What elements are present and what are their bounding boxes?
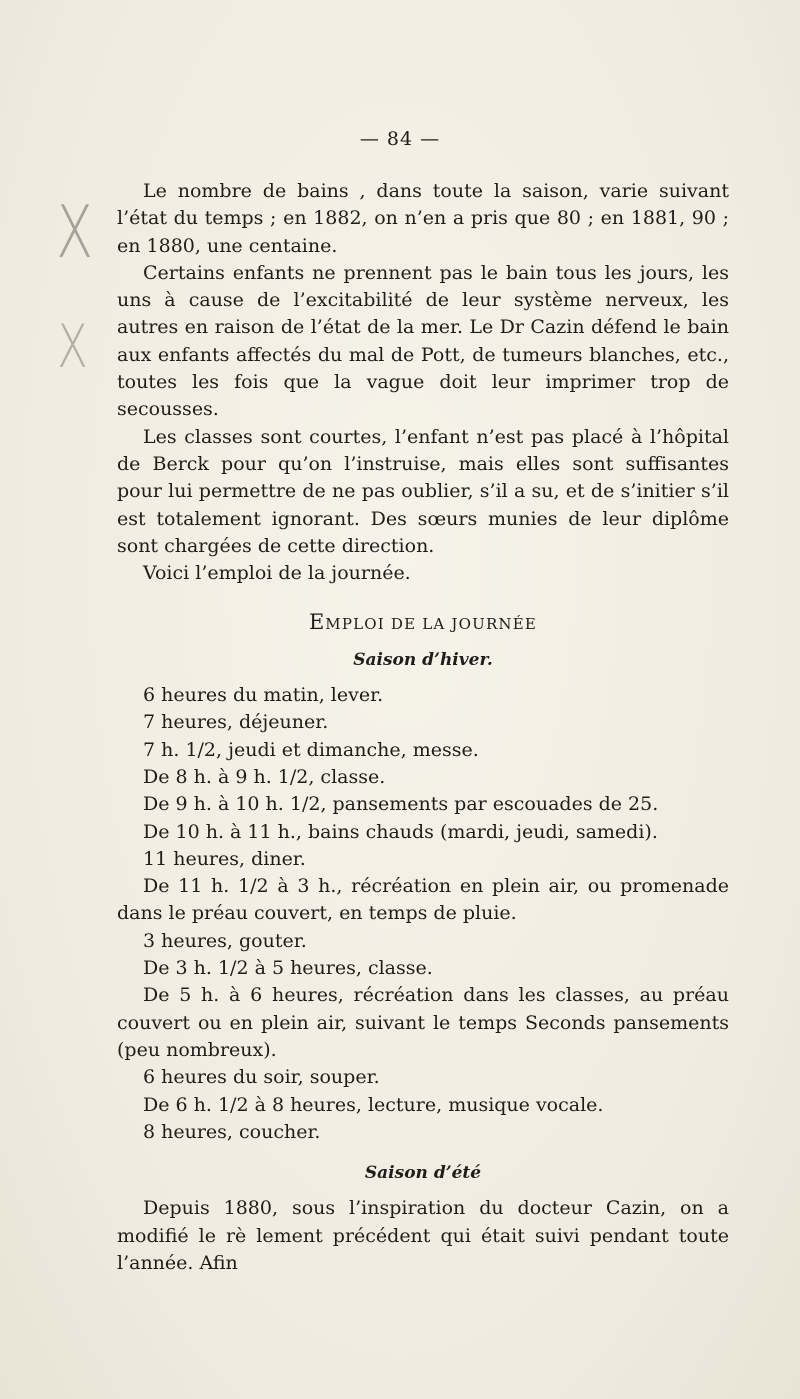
- margin-pencil-mark: X: [56, 190, 94, 274]
- schedule-item: De 6 h. 1/2 à 8 heures, lecture, musique vocale.: [143, 1093, 604, 1116]
- margin-pencil-mark: X: [57, 312, 88, 382]
- schedule-item: De 3 h. 1/2 à 5 heures, classe.: [143, 957, 433, 980]
- schedule-item: De 5 h. à 6 heures, récréation dans les classes, au préau couvert ou en plein air, suivant le temps Seconds pansements (peu nombreux).: [117, 984, 729, 1061]
- section-heading-rest: MPLOI DE LA JOURNÉE: [325, 615, 538, 634]
- body-text: [117, 178, 729, 1277]
- schedule-item: De 11 h. 1/2 à 3 h., récréation en plein air, ou promenade dans le préau couvert, en temps de pluie.: [117, 875, 729, 925]
- schedule-item: 8 heures, coucher.: [143, 1120, 321, 1143]
- schedule-item: De 8 h. à 9 h. 1/2, classe.: [143, 765, 386, 788]
- schedule-item: De 10 h. à 11 h., bains chauds (mardi, jeudi, samedi).: [143, 820, 658, 843]
- page-number: — 84 —: [359, 128, 441, 150]
- schedule-item: 6 heures du soir, souper.: [143, 1066, 380, 1089]
- paragraph: Voici l’emploi de la journée.: [143, 562, 411, 585]
- schedule-list: [117, 682, 729, 1146]
- subheading-summer: Saison d’été: [364, 1163, 482, 1184]
- schedule-item: 3 heures, gouter.: [143, 929, 307, 952]
- paragraph: Certains enfants ne prennent pas le bain tous les jours, les uns à cause de l’excitabilité de leur système nerveux, les autres en raison de l’état de la mer. Le Dr Cazin défend le bain aux enfants affectés du mal de Pott, de tumeurs blanches, etc., toutes les fois que la vague doit leur imprimer trop de secousses.: [117, 261, 729, 421]
- paragraph: Depuis 1880, sous l’inspiration du docteur Cazin, on a modifié le rè lement précédent qui était suivi pendant toute l’année. Afin: [117, 1197, 729, 1274]
- paragraph: Les classes sont courtes, l’enfant n’est pas placé à l’hôpital de Berck pour qu’on l’instruise, mais elles sont suffisantes pour lui permettre de ne pas oublier, s’il a su, et de s’initier s’il est totalement ignorant. Des sœurs munies de leur diplôme sont chargées de cette direction.: [117, 425, 729, 557]
- section-heading: [117, 609, 729, 638]
- paragraph: Le nombre de bains , dans toute la saison, varie suivant l’état du temps ; en 1882, on n’en a pris que 80 ; en 1881, 90 ; en 1880, une centaine.: [117, 180, 729, 257]
- schedule-item: 6 heures du matin, lever.: [143, 684, 384, 707]
- section-heading-initial: E: [308, 610, 326, 635]
- schedule-item: 7 heures, déjeuner.: [143, 711, 329, 734]
- schedule-item: 11 heures, diner.: [143, 847, 306, 870]
- subheading-winter: Saison d’hiver.: [353, 649, 493, 670]
- schedule-item: 7 h. 1/2, jeudi et dimanche, messe.: [143, 738, 479, 761]
- schedule-item: De 9 h. à 10 h. 1/2, pansements par escouades de 25.: [143, 793, 659, 816]
